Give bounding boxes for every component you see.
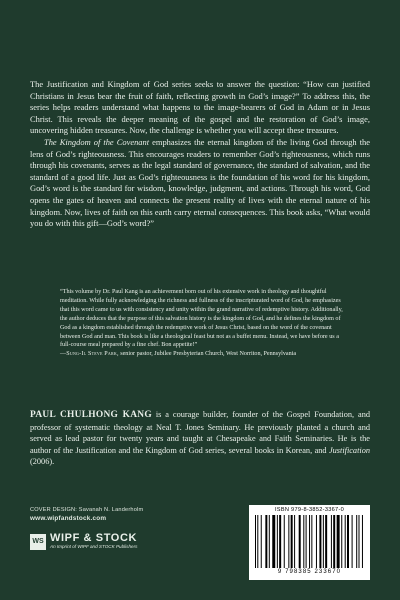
barcode-bar: [265, 515, 267, 568]
endorsement: [60, 288, 345, 359]
description-text: [30, 79, 370, 230]
barcode-bar: [279, 515, 281, 568]
author-bio-book: Justification: [328, 445, 370, 455]
publisher-name: WIPF & STOCK: [50, 532, 138, 544]
barcode-bar: [255, 515, 256, 568]
endorser-name: —Sung-Il Steve Park,: [60, 351, 119, 358]
publisher-logo: [30, 533, 137, 550]
barcode-bar: [257, 515, 258, 568]
barcode-bar: [277, 515, 278, 568]
barcode-bar: [352, 515, 353, 568]
barcode-bar: [284, 515, 285, 568]
barcode-bar: [272, 515, 275, 568]
intro-paragraph-2: emphasizes the eternal kingdom of the living God through the lens of God’s righteousness. This encourages readers to remember God’s righteousness, which runs through his covenants, serves as the legal standard of governance, the standard of salvation, and the standard of a good life. Just as God’s righteousness is the foundation of his word for his kingdom, God’s word is the standard for wisdom, knowledge, judgment, and actions. Through his word, God opens the gates of heaven and connects the present reality of lives with the eternal nature of his kingdom. Now, lives of faith on this earth carry eternal consequences. This book asks, “What would you do with this gift—God’s word?”: [30, 136, 371, 229]
barcode-bar: [345, 515, 346, 568]
barcode-bar: [333, 515, 335, 568]
barcode-bar: [331, 515, 332, 568]
barcode-bar: [347, 515, 349, 568]
barcode-bar: [325, 515, 327, 568]
publisher-website: www.wipfandstock.com: [30, 514, 107, 522]
author-bio-text-2: (2006).: [30, 457, 55, 467]
barcode-bar: [311, 515, 312, 568]
book-title-inline: The Kingdom of the Covenant: [44, 136, 150, 147]
barcode-bar: [341, 515, 342, 568]
isbn-label: ISBN 979-8-3852-3367-0: [274, 507, 345, 513]
author-bio: [30, 409, 370, 468]
barcode-bar: [303, 515, 304, 568]
barcode-bar: [323, 515, 324, 568]
barcode-icon: [255, 515, 364, 568]
publisher-logo-icon: WS: [30, 534, 46, 550]
barcode-bar: [299, 515, 301, 568]
cover-design-credit: COVER DESIGN: Savanah N. Landerholm: [30, 507, 144, 513]
barcode-bar: [356, 515, 357, 568]
author-bio-text-1: is a courage builder, founder of the Gospel Foundation, and professor of systematic theology at Neal T. Jones Seminary. He previously planted a church and served as lead pastor for twenty years and taught at Chesapeake and Faith Seminaries. He is the author of the Justification and the Kingdom of God series, several books in Korean, and: [30, 410, 370, 455]
barcode-bar: [269, 515, 270, 568]
barcode-bar: [319, 515, 321, 568]
barcode-bar: [288, 515, 289, 568]
endorsement-quote: “This volume by Dr. Paul Kang is an achievement born out of his extensive work in theology and thoughtful meditation. While fully acknowledging the richness and fullness of the inscripturated word of God, he emphasizes that this word came to us with consistency and unity within the grand narrative of redemptive history. Additionally, the author deduces that the purpose of this salvation history is the kingdom of God, and he defines the kingdom of God as a kingdom established through the redemptive work of Jesus Christ, based on the word of the covenant between God and man. This book is like a theological feast but not as a buffet menu. Instead, we have before us a full-course meal prepared by a fine chef. Bon appetite!”: [60, 289, 343, 349]
barcode-bar: [337, 515, 340, 568]
endorser-role: senior pastor, Jubilee Presbyterian Church, West Norriton, Pennsylvania: [118, 351, 297, 358]
barcode-bar: [362, 515, 363, 568]
author-name: PAUL CHULHONG KANG: [30, 410, 152, 420]
barcode-digits: 9 798385 233670: [277, 569, 342, 575]
barcode-bar: [294, 515, 295, 568]
endorsement-attribution: [60, 350, 345, 359]
publisher-tagline: An Imprint of WIPF and STOCK Publishers: [50, 544, 138, 549]
intro-paragraph-1: The Justification and Kingdom of God series seeks to answer the question: “How can justified Christians in Jesus bear the fruit of faith, reflecting growth in God’s image?” To address this, the series helps readers understand what happens to the image-bearers of God in Adam or in Jesus Christ. This reveals the deeper meaning of the gospel and the restoration of God’s image, uncovering hidden treasures. Now, the challenge is whether you will accept these treasures.: [30, 79, 370, 136]
credits: [30, 507, 143, 522]
barcode-bar: [291, 515, 293, 568]
isbn-barcode: [249, 505, 370, 580]
barcode-bar: [359, 515, 360, 568]
barcode-bar: [309, 515, 310, 568]
barcode-bar: [261, 515, 262, 568]
barcode-bar: [316, 515, 317, 568]
barcode-bar: [306, 515, 307, 568]
